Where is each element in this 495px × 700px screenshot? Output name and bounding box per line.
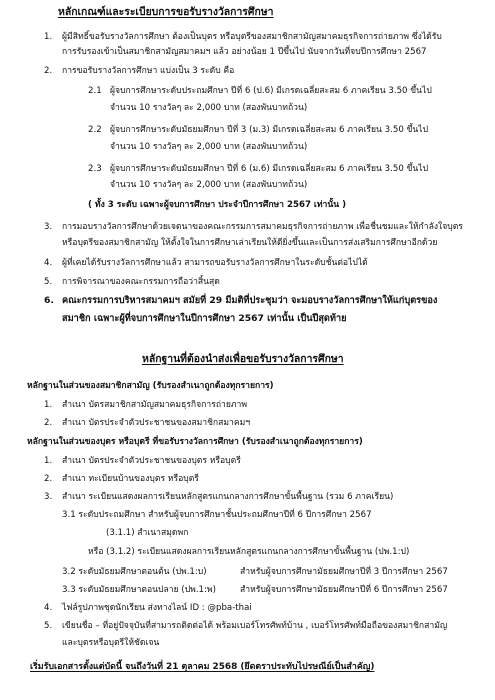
section-title-documents: หลักฐานที่ต้องนำส่งเพื่อขอรับรางวัลการศึกษา [142, 353, 344, 365]
subitem-2-2-line-1: ผู้จบการศึกษาระดับมัธยมศึกษา ปีที่ 3 (ม.3) มีเกรดเฉลี่ยสะสม 6 ภาคเรียน 3.50 ขึ้นไป [110, 125, 429, 135]
levels-note: ( ทั้ง 3 ระดับ เฉพาะผู้จบการศึกษา ประจำปีการศึกษา 2567 เท่านั้น ) [88, 200, 347, 210]
item-2-line-1: การขอรับรางวัลการศึกษา แบ่งเป็น 3 ระดับ คือ [62, 66, 235, 76]
child-doc-3-2-level: 3.2 ระดับมัธยมศึกษาตอนต้น (ปพ.1:บ) [62, 567, 207, 577]
subitem-2-3-line-2: จำนวน 10 รางวัลๆ ละ 2,000 บาท (สองพันบาทถ้วน) [110, 180, 308, 190]
item-number: 4. [44, 603, 53, 613]
child-doc-3-3-desc: สำหรับผู้จบการศึกษามัธยมศึกษาปีที่ 6 ปีการศึกษา 2567 [240, 585, 448, 595]
subitem-2-1-line-1: ผู้จบการศึกษาระดับประถมศึกษา ปีที่ 6 (ป.6) มีเกรดเฉลี่ยสะสม 6 ภาคเรียน 3.50 ขึ้นไป [110, 86, 432, 96]
child-doc-3: สำเนา ระเบียนแสดงผลการเรียนหลักสูตรแกนกลางการศึกษาขั้นพื้นฐาน (รวม 6 ภาคเรียน) [62, 492, 394, 502]
subitem-number: 2.2 [88, 125, 102, 135]
item-number: 5. [44, 277, 53, 287]
item-1-line-2: การรับรองเข้าเป็นสมาชิกสามัญสมาคมฯ แล้ว อย่างน้อย 1 ปีขึ้นไป นับจากวันที่จบปีการศึกษา 2567 [62, 47, 427, 57]
item-number: 4. [44, 258, 53, 268]
child-doc-3-1: 3.1 ระดับประถมศึกษา สำหรับผู้จบการศึกษาชั้นประถมศึกษาปีที่ 6 ปีการศึกษา 2567 [62, 510, 372, 520]
subitem-2-3-line-1: ผู้จบการศึกษาระดับมัธยมศึกษา ปีที่ 6 (ม.6) มีเกรดเฉลี่ยสะสม 6 ภาคเรียน 3.50 ขึ้นไป [110, 164, 429, 174]
item-3-line-1: การมอบรางวัลการศึกษาด้วยเจตนาของคณะกรรมการสมาคมธุรกิจการถ่ายภาพ เพื่อชื่นชมและให้กำลังใจบุตร [62, 222, 463, 232]
member-docs-heading: หลักฐานในส่วนของสมาชิกสามัญ (รับรองสำเนาถูกต้องทุกรายการ) [27, 381, 274, 391]
member-doc-1: สำเนา บัตรสมาชิกสามัญสมาคมธุรกิจการถ่ายภาพ [62, 400, 248, 410]
child-docs-heading: หลักฐานในส่วนของบุตร หรือบุตรี ที่ขอรับรางวัลการศึกษา (รับรองสำเนาถูกต้องทุกรายการ) [27, 437, 363, 447]
child-doc-4: ไฟล์รูปภาพชุดนักเรียน ส่งทางไลน์ ID : @pba-thai [62, 603, 252, 613]
child-doc-3-1-1: (3.1.1) สำเนาสมุดพก [106, 528, 189, 538]
item-6-line-1: คณะกรรมการบริหารสมาคมฯ สมัยที่ 29 มีมติที่ประชุมว่า จะมอบรางวัลการศึกษาให้แก่บุตรของ [62, 295, 438, 306]
item-number: 1. [44, 400, 53, 410]
section-title-criteria: หลักเกณฑ์และระเบียบการขอรับรางวัลการศึกษา [58, 6, 274, 18]
item-number: 2. [44, 474, 53, 484]
item-number: 6. [44, 295, 54, 306]
item-5-line-1: การพิจารณาของคณะกรรมการถือว่าสิ้นสุด [62, 277, 220, 287]
member-doc-2: สำเนา บัตรประจำตัวประชาชนของสมาชิกสมาคมฯ [62, 418, 251, 428]
item-6-line-2: สมาชิก เฉพาะผู้ที่จบการศึกษาในปีการศึกษา 2567 เท่านั้น เป็นปีสุดท้าย [62, 313, 347, 324]
item-1-line-1: ผู้มีสิทธิ์ขอรับรางวัลการศึกษา ต้องเป็นบุตร หรือบุตรีของสมาชิกสามัญสมาคมธุรกิจการถ่ายภาพ ซึ่งได้รับ [62, 32, 442, 42]
submission-deadline: เริ่มรับเอกสารตั้งแต่บัดนี้ จนถึงวันที่ 21 ตุลาคม 2568 (ยึดตราประทับไปรษณีย์เป็นสำคัญ) [30, 662, 375, 672]
subitem-2-1-line-2: จำนวน 10 รางวัลๆ ละ 2,000 บาท (สองพันบาทถ้วน) [110, 103, 308, 113]
item-3-line-2: หรือบุตรีของสมาชิกสามัญ ให้ตั้งใจในการศึกษาเล่าเรียนให้ดียิ่งขึ้นและเป็นการส่งเสริมการศึกษาอีกด้วย [62, 238, 438, 248]
child-doc-5-line-2: และบุตรหรือบุตรีให้ชัดเจน [62, 638, 160, 648]
item-number: 1. [44, 32, 53, 42]
child-doc-1: สำเนา บัตรประจำตัวประชาชนของบุตร หรือบุตรี [62, 456, 241, 466]
child-doc-2: สำเนา ทะเบียนบ้านของบุตร หรือบุตรี [62, 474, 199, 484]
subitem-2-2-line-2: จำนวน 10 รางวัลๆ ละ 2,000 บาท (สองพันบาทถ้วน) [110, 142, 308, 152]
subitem-number: 2.1 [88, 86, 102, 96]
child-doc-5-line-1: เขียนชื่อ – ที่อยู่ปัจจุบันที่สามารถติดต่อได้ พร้อมเบอร์โทรศัพท์บ้าน , เบอร์โทรศัพท์มือถือของสมาชิกสามัญ [62, 621, 448, 631]
item-number: 3. [44, 492, 53, 502]
item-number: 3. [44, 222, 53, 232]
item-number: 2. [44, 418, 53, 428]
child-doc-3-1-2: หรือ (3.1.2) ระเบียนแสดงผลการเรียนหลักสูตรแกนกลางการศึกษาขั้นพื้นฐาน (ปพ.1:ป) [88, 547, 410, 557]
child-doc-3-3-level: 3.3 ระดับมัธยมศึกษาตอนปลาย (ปพ.1:พ) [62, 585, 216, 595]
child-doc-3-2-desc: สำหรับผู้จบการศึกษามัธยมศึกษาปีที่ 3 ปีการศึกษา 2567 [240, 567, 448, 577]
item-number: 5. [44, 621, 53, 631]
item-number: 2. [44, 66, 53, 76]
item-number: 1. [44, 456, 53, 466]
subitem-number: 2.3 [88, 164, 102, 174]
item-4-line-1: ผู้ที่เคยได้รับรางวัลการศึกษาแล้ว สามารถขอรับรางวัลการศึกษาในระดับชั้นต่อไปได้ [62, 258, 368, 268]
